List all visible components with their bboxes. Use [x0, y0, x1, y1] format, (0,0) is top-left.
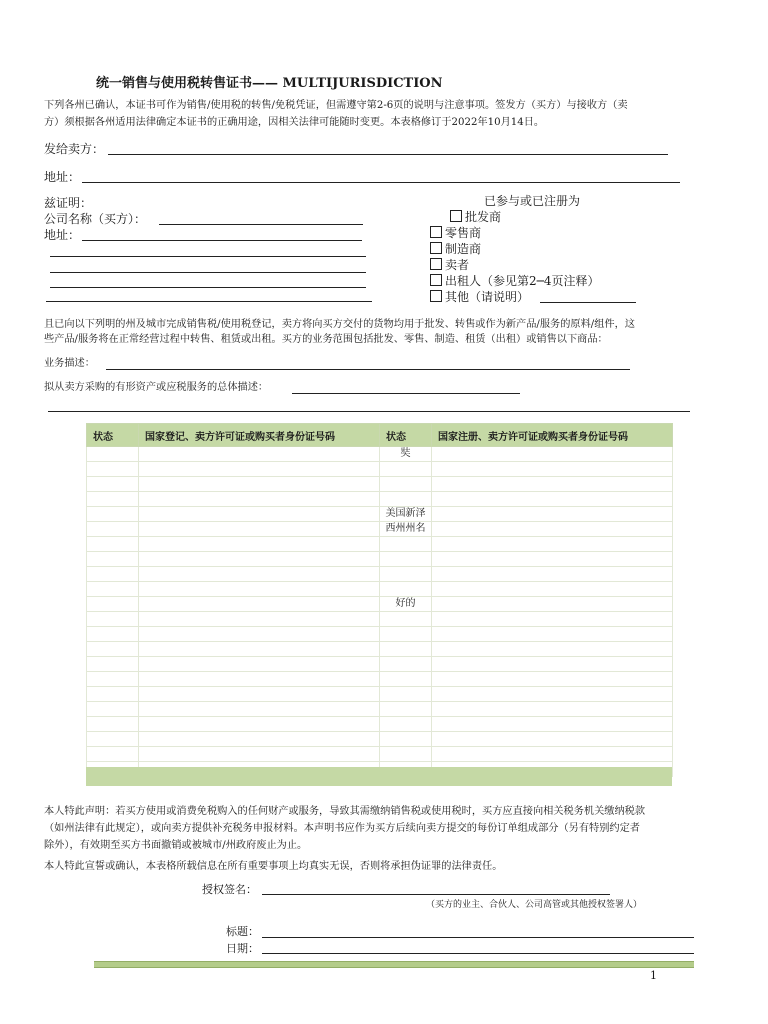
- date-field[interactable]: [262, 953, 694, 954]
- table-cell-state[interactable]: [380, 612, 432, 627]
- table-cell-state[interactable]: [87, 507, 139, 522]
- table-cell-state[interactable]: [380, 462, 432, 477]
- declaration-line-3: 除外），有效期至买方书面撤销或被城市/州政府废止为止。: [44, 840, 308, 851]
- buyer-address-field-1[interactable]: [82, 240, 362, 241]
- table-cell-state[interactable]: [87, 492, 139, 507]
- table-row: [87, 642, 673, 657]
- table-cell-registration[interactable]: [139, 582, 380, 597]
- checkbox-other[interactable]: [430, 289, 529, 305]
- table-cell-state[interactable]: [380, 492, 432, 507]
- table-cell-state[interactable]: [87, 462, 139, 477]
- footer-rule: [94, 961, 694, 968]
- seller-address-label: 地址：: [44, 170, 81, 184]
- checkbox-retailer[interactable]: [430, 225, 481, 241]
- table-cell-state[interactable]: 好的: [380, 597, 432, 612]
- checkbox-wholesaler-label: 批发商: [465, 210, 502, 224]
- table-cell-state[interactable]: [380, 537, 432, 552]
- table-cell-registration[interactable]: [139, 687, 380, 702]
- other-specify-field[interactable]: [540, 302, 636, 303]
- table-header-row: [87, 424, 673, 447]
- checkbox-seller[interactable]: [430, 257, 469, 273]
- table-cell-registration[interactable]: [139, 567, 380, 582]
- table-row: [87, 717, 673, 732]
- buyer-address-label: 地址：: [44, 228, 81, 242]
- table-row: [87, 657, 673, 672]
- checkbox-box[interactable]: [450, 210, 462, 222]
- table-cell-registration[interactable]: [139, 732, 380, 747]
- table-cell-state[interactable]: [380, 687, 432, 702]
- header-registration-2: 国家注册、卖方许可证或购买者身份证号码: [432, 424, 673, 447]
- table-cell-state[interactable]: [87, 522, 139, 537]
- table-cell-state[interactable]: [87, 612, 139, 627]
- table-cell-state[interactable]: [380, 627, 432, 642]
- table-cell-registration[interactable]: [139, 447, 380, 462]
- table-row: [87, 597, 673, 612]
- intro-line-2: 方）须根据各州适用法律确定本证书的正确用途，因相关法律可能随时变更。本表格修订于2022年10月14日。: [44, 117, 545, 128]
- table-cell-registration[interactable]: [139, 642, 380, 657]
- title-label: 标题：: [226, 925, 259, 938]
- table-cell-state[interactable]: [380, 657, 432, 672]
- table-row: [87, 612, 673, 627]
- table-cell-registration[interactable]: [432, 537, 673, 552]
- buyer-address-field-2[interactable]: [50, 256, 366, 257]
- table-cell-state[interactable]: [87, 582, 139, 597]
- certify-label: 兹证明：: [44, 196, 93, 210]
- table-cell-state[interactable]: 奘: [380, 447, 432, 462]
- date-label: 日期：: [226, 942, 259, 955]
- issued-to-label: 发给卖方：: [44, 142, 105, 156]
- title-field[interactable]: [262, 937, 694, 938]
- table-cell-registration[interactable]: [432, 462, 673, 477]
- table-cell-registration[interactable]: [139, 627, 380, 642]
- signature-label: 授权签名：: [202, 883, 257, 896]
- table-row: [87, 477, 673, 492]
- table-cell-registration[interactable]: [432, 642, 673, 657]
- checkbox-seller-label: 卖者: [445, 258, 470, 272]
- table-cell-registration[interactable]: [432, 732, 673, 747]
- table-cell-state[interactable]: [87, 687, 139, 702]
- header-state-1: 状态: [87, 424, 139, 447]
- table-cell-state[interactable]: [87, 717, 139, 732]
- table-cell-registration[interactable]: [139, 597, 380, 612]
- table-cell-registration[interactable]: [432, 522, 673, 537]
- table-cell-state[interactable]: 西州州名: [380, 522, 432, 537]
- table-cell-registration[interactable]: [139, 747, 380, 762]
- engaged-line-1: 且已向以下列明的州及城市完成销售税/使用税登记，卖方将向买方交付的货物均用于批发、转售或作为新产品/服务的原料/组件，这: [44, 319, 635, 330]
- checkbox-box[interactable]: [430, 290, 442, 302]
- table-cell-state[interactable]: [380, 747, 432, 762]
- issued-to-field[interactable]: [108, 154, 668, 155]
- checkbox-box[interactable]: [430, 242, 442, 254]
- engaged-line-2: 些产品/服务将在正常经营过程中转售、租赁或出租。买方的业务范围包括批发、零售、制造、租赁（出租）或销售以下商品：: [44, 334, 608, 345]
- table-cell-state[interactable]: [380, 552, 432, 567]
- table-cell-state[interactable]: [380, 477, 432, 492]
- table-cell-registration[interactable]: [432, 552, 673, 567]
- table-cell-registration[interactable]: [432, 492, 673, 507]
- checkbox-lessor-label: 出租人（参见第2─4页注释）: [445, 274, 600, 288]
- signature-field[interactable]: [262, 894, 610, 895]
- checkbox-other-label: 其他（请说明）: [445, 290, 530, 304]
- table-cell-state[interactable]: [380, 717, 432, 732]
- table-row: [87, 507, 673, 522]
- table-cell-registration[interactable]: [139, 507, 380, 522]
- checkbox-manufacturer-label: 制造商: [445, 242, 482, 256]
- table-cell-registration[interactable]: [432, 672, 673, 687]
- table-row: [87, 672, 673, 687]
- table-cell-registration[interactable]: [432, 702, 673, 717]
- table-cell-registration[interactable]: [139, 477, 380, 492]
- table-cell-state[interactable]: [380, 732, 432, 747]
- table-row: [87, 567, 673, 582]
- business-desc-label: 业务描述：: [44, 358, 95, 369]
- table-cell-registration[interactable]: [139, 462, 380, 477]
- table-cell-state[interactable]: [380, 567, 432, 582]
- intro-line-1: 下列各州已确认，本证书可作为销售/使用税的转售/免税凭证，但需遵守第2-6页的说明与注意事项。签发方（买方）与接收方（卖: [44, 100, 628, 111]
- registered-header: 已参与或已注册为: [484, 194, 581, 208]
- checkbox-retailer-label: 零售商: [445, 226, 482, 240]
- checkbox-box[interactable]: [430, 226, 442, 238]
- table-row: [87, 552, 673, 567]
- page-number: 1: [650, 969, 657, 982]
- table-cell-registration[interactable]: [432, 717, 673, 732]
- table-cell-state[interactable]: [380, 642, 432, 657]
- table-cell-state[interactable]: [87, 552, 139, 567]
- buyer-address-field-3[interactable]: [50, 272, 366, 273]
- checkbox-manufacturer[interactable]: [430, 241, 481, 257]
- table-cell-state[interactable]: 美国新泽: [380, 507, 432, 522]
- checkbox-box[interactable]: [430, 274, 442, 286]
- table-cell-registration[interactable]: [139, 612, 380, 627]
- header-registration-1: 国家登记、卖方许可证或购买者身份证号码: [139, 424, 380, 447]
- general-desc-field-2[interactable]: [48, 411, 690, 412]
- signature-note: （买方的业主、合伙人、公司高管或其他授权签署人）: [426, 900, 643, 910]
- checkbox-wholesaler[interactable]: [450, 209, 501, 225]
- table-cell-state[interactable]: [87, 567, 139, 582]
- declaration-line-1: 本人特此声明：若买方使用或消费免税购入的任何财产或服务，导致其需缴纳销售税或使用税时，买方应直接向相关税务机关缴纳税款: [44, 806, 646, 817]
- table-cell-state[interactable]: [87, 747, 139, 762]
- table-cell-state[interactable]: [87, 657, 139, 672]
- table-cell-registration[interactable]: [432, 612, 673, 627]
- table-row: [87, 447, 673, 462]
- seller-address-field[interactable]: [82, 182, 680, 183]
- table-cell-registration[interactable]: [432, 627, 673, 642]
- table-cell-registration[interactable]: [139, 672, 380, 687]
- table-cell-registration[interactable]: [432, 507, 673, 522]
- table-row: [87, 687, 673, 702]
- table-cell-registration[interactable]: [139, 702, 380, 717]
- table-cell-state[interactable]: [87, 597, 139, 612]
- table-cell-state[interactable]: [87, 732, 139, 747]
- table-cell-registration[interactable]: [139, 552, 380, 567]
- table-cell-state[interactable]: [87, 627, 139, 642]
- table-cell-state[interactable]: [87, 447, 139, 462]
- table-row: [87, 582, 673, 597]
- table-cell-registration[interactable]: [432, 447, 673, 462]
- table-cell-registration[interactable]: [432, 657, 673, 672]
- table-row: [87, 522, 673, 537]
- registration-table: [86, 423, 673, 777]
- table-cell-state[interactable]: [87, 537, 139, 552]
- company-name-field[interactable]: [159, 224, 363, 225]
- table-row: [87, 627, 673, 642]
- table-cell-registration[interactable]: [432, 747, 673, 762]
- document-title: 统一销售与使用税转售证书—— MULTIJURISDICTION: [96, 76, 443, 91]
- declaration-line-2: （如州法律有此规定），或向卖方提供补充税务申报材料。本声明书应作为买方后续向卖方提交的每份订单组成部分（另有特别约定者: [44, 823, 640, 834]
- table-footer-band: [86, 767, 672, 786]
- table-cell-registration[interactable]: [139, 657, 380, 672]
- table-cell-state[interactable]: [380, 672, 432, 687]
- table-cell-state[interactable]: [87, 477, 139, 492]
- table-row: [87, 462, 673, 477]
- table-cell-state[interactable]: [380, 702, 432, 717]
- table-row: [87, 492, 673, 507]
- company-name-label: 公司名称（买方）：: [44, 212, 147, 226]
- table-cell-registration[interactable]: [432, 687, 673, 702]
- buyer-address-field-4[interactable]: [50, 287, 366, 288]
- table-row: [87, 732, 673, 747]
- business-desc-field[interactable]: [106, 369, 630, 370]
- affirmation: 本人特此宣誓或确认，本表格所载信息在所有重要事项上均真实无误，否则将承担伪证罪的法律责任。: [44, 861, 503, 872]
- table-cell-registration[interactable]: [139, 537, 380, 552]
- table-cell-state[interactable]: [380, 582, 432, 597]
- table-cell-registration[interactable]: [139, 492, 380, 507]
- checkbox-box[interactable]: [430, 258, 442, 270]
- table-cell-registration[interactable]: [432, 567, 673, 582]
- table-cell-registration[interactable]: [139, 717, 380, 732]
- table-cell-state[interactable]: [87, 702, 139, 717]
- table-row: [87, 702, 673, 717]
- buyer-address-field-5[interactable]: [46, 301, 372, 302]
- table-cell-registration[interactable]: [432, 582, 673, 597]
- table-cell-registration[interactable]: [432, 597, 673, 612]
- table-row: [87, 747, 673, 762]
- table-cell-registration[interactable]: [139, 522, 380, 537]
- table-row: [87, 537, 673, 552]
- general-desc-field-1[interactable]: [292, 393, 520, 394]
- table-cell-state[interactable]: [87, 642, 139, 657]
- checkbox-lessor[interactable]: [430, 273, 600, 289]
- general-desc-label: 拟从卖方采购的有形资产或应税服务的总体描述：: [44, 382, 269, 393]
- header-state-2: 状态: [380, 424, 432, 447]
- table-cell-state[interactable]: [87, 672, 139, 687]
- table-cell-registration[interactable]: [432, 477, 673, 492]
